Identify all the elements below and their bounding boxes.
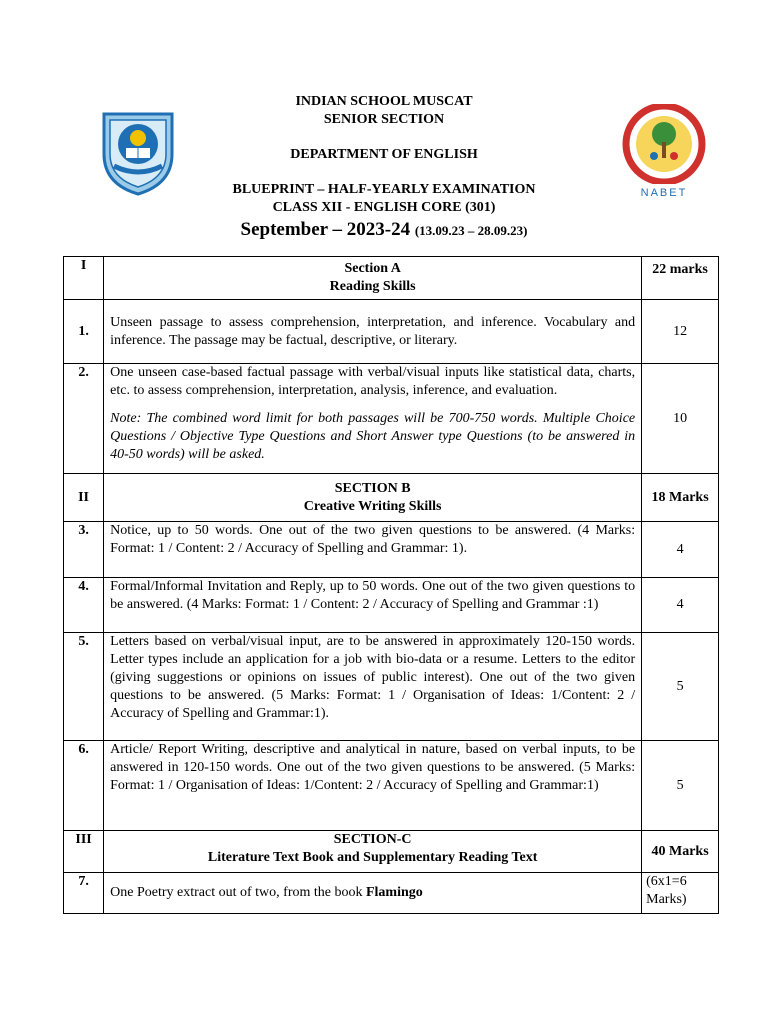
section-heading <box>104 831 642 873</box>
exam-date-main: September – 2023-24 <box>240 219 411 240</box>
table-row <box>64 873 719 914</box>
section-subtitle: Literature Text Book and Supplementary Reading Text <box>207 850 538 865</box>
row-description: Letters based on verbal/visual input, are to be answered in approximately 120-150 words. Letter types include an application for a job with bio-data or a resume. Letters to the editor (giving suggestions or opinions on issues of public interest). One out of the two given questions to be answered. (5 Marks: Format: 1 / Organisation of Ideas: 1/Content: 2 / Accuracy of Spelling and Grammar:1). <box>104 633 642 741</box>
blueprint-table <box>63 256 719 914</box>
row-description: Notice, up to 50 words. One out of the two given questions to be answered. (4 Marks: Format: 1 / Content: 2 / Accuracy of Spelling and Grammar: 1). <box>104 522 642 578</box>
school-section: SENIOR SECTION <box>323 112 445 127</box>
section-subtitle: Reading Skills <box>329 279 416 294</box>
row-number: 7. <box>64 873 104 914</box>
school-name: INDIAN SCHOOL MUSCAT <box>295 94 473 109</box>
section-marks: 18 Marks <box>642 474 719 522</box>
table-row <box>64 364 719 474</box>
section-heading <box>104 257 642 300</box>
row-number: 6. <box>64 741 104 831</box>
section-marks: 40 Marks <box>642 831 719 873</box>
table-row <box>64 522 719 578</box>
row-number: III <box>64 831 104 873</box>
row-marks: 12 <box>642 300 719 364</box>
row-marks: 4 <box>642 578 719 633</box>
row-number: 1. <box>64 300 104 364</box>
book-title: Flamingo <box>365 885 423 900</box>
row-number: 5. <box>64 633 104 741</box>
exam-date-range: (13.09.23 – 28.09.23) <box>414 223 528 238</box>
row-number: 2. <box>64 364 104 474</box>
row-marks: 5 <box>642 633 719 741</box>
table-row <box>64 831 719 873</box>
row-number: I <box>64 257 104 300</box>
department-name: DEPARTMENT OF ENGLISH <box>290 147 478 162</box>
row-description: Formal/Informal Invitation and Reply, up to 50 words. One out of the two given questions to be answered. (4 Marks: Format: 1 / Content: 2 / Accuracy of Spelling and Grammar :1) <box>104 578 642 633</box>
exam-date <box>0 218 768 243</box>
row-marks: 10 <box>642 364 719 474</box>
row-marks: 4 <box>642 522 719 578</box>
row-number: 4. <box>64 578 104 633</box>
row-description: Article/ Report Writing, descriptive and analytical in nature, based on verbal inputs, to be answered in 120-150 words. One out of the two given questions to be answered. (5 Marks: Format: 1 / Organisation of Ideas: 1/Content: 2 / Accuracy of Spelling and Grammar:1) <box>104 741 642 831</box>
table-row <box>64 578 719 633</box>
row-description <box>104 873 642 914</box>
table-row <box>64 300 719 364</box>
row-marks: 5 <box>642 741 719 831</box>
row-description: Unseen passage to assess comprehension, interpretation, and inference. Vocabulary and inference. The passage may be factual, descriptive, or literary. <box>104 300 642 364</box>
section-marks: 22 marks <box>642 257 719 300</box>
table-row <box>64 257 719 300</box>
row-description-block <box>104 364 642 474</box>
row-description-text: One Poetry extract out of two, from the book <box>110 885 366 900</box>
table-row <box>64 741 719 831</box>
row-marks: (6x1=6 Marks) <box>642 873 719 914</box>
table-row <box>64 474 719 522</box>
row-description: One unseen case-based factual passage with verbal/visual inputs like statistical data, charts, etc. to assess comprehension, interpretation, analysis, inference, and evaluation. <box>110 365 636 398</box>
section-title: SECTION B <box>334 480 411 496</box>
row-note: Note: The combined word limit for both passages will be 700-750 words. Multiple Choice Questions / Objective Type Questions and Short Answer type Questions (to be answered in 40-50 words) will be asked. <box>110 411 636 462</box>
blueprint-title: BLUEPRINT – HALF-YEARLY EXAMINATION <box>232 182 536 197</box>
document-header <box>0 93 768 243</box>
row-number: 3. <box>64 522 104 578</box>
table-row <box>64 633 719 741</box>
section-subtitle: Creative Writing Skills <box>303 498 442 514</box>
section-title: Section A <box>344 261 401 276</box>
section-title: SECTION-C <box>333 832 412 847</box>
nabet-caption: NABET <box>640 187 688 199</box>
section-heading <box>104 474 642 522</box>
class-title: CLASS XII - ENGLISH CORE (301) <box>272 200 496 215</box>
row-number: II <box>64 474 104 522</box>
